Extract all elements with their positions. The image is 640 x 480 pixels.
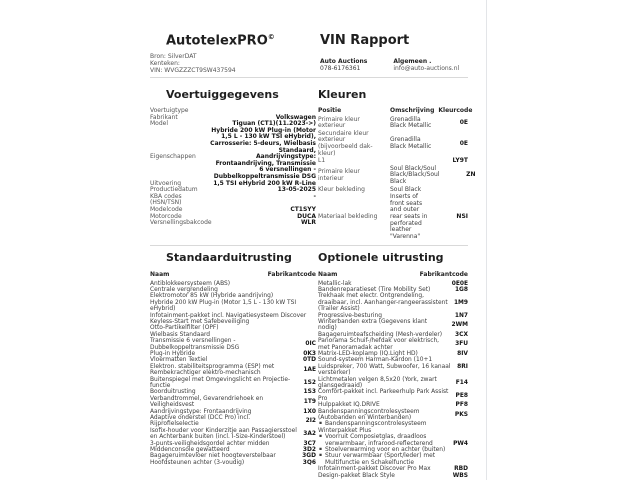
vehicle-row-value: Volkswagen: [275, 113, 316, 121]
equipment-row: [318, 377, 468, 390]
equipment-code: PF8: [455, 402, 468, 409]
equipment-row: [318, 421, 468, 466]
standard_equipment-items: [150, 281, 316, 467]
meta-license-plate: Kenteken:: [150, 60, 180, 67]
equipment-code: 0K3: [303, 350, 316, 357]
color-omschrijving: Inserts of front seats and outer rear seats in perforated leather "Varenna": [390, 193, 428, 240]
vehicle-row: [150, 121, 316, 154]
equipment-title: Middenconsole gewatteerd: [150, 447, 230, 454]
equipment-title: 3-punts-veiligheidsgordel achter midden: [150, 440, 270, 447]
equipment-code: 3GD: [302, 453, 316, 460]
equipment-code: 2I2: [305, 418, 316, 425]
standard-equipment-header: [150, 271, 316, 278]
color-positie: L1: [318, 157, 326, 165]
vehicle-row-value: CT1SYY: [290, 205, 316, 213]
equipment-name: [150, 428, 303, 441]
colors-header-positie: Positie: [318, 107, 342, 114]
color-positie: Primaire kleur exterieur: [318, 115, 360, 130]
section-standard-equipment: [150, 251, 316, 466]
equipment-code: 1M9: [453, 299, 468, 306]
color-positie: Secundaire kleur exterieur (bijvoorbeeld dak-kleur): [318, 129, 373, 157]
contact-general-label: Algemeen .: [393, 58, 432, 65]
contact-company: Auto Auctions: [320, 58, 368, 65]
equipment-row: [318, 357, 468, 376]
equipment-title: Winterbanden extra (Gegevens klant nodig): [318, 318, 428, 332]
color-positie: Kleur bekleding: [318, 185, 365, 193]
standard-equipment-title: Standaarduitrusting: [166, 251, 292, 264]
app-title-text: AutotelexPRO: [166, 33, 268, 49]
color-row: [318, 158, 468, 165]
equipment-name: [318, 473, 453, 479]
vehicle-section-title: Voertuiggegevens: [166, 88, 279, 101]
equipment-row: [318, 319, 468, 332]
colors-section-title: Kleuren: [318, 88, 367, 101]
colors-header-omschrijving: Omschrijving: [390, 107, 435, 114]
section-colors: [318, 88, 476, 241]
equipment-name: [318, 377, 456, 390]
equipment-title: Hybride 200 kW Plug-in (Motor 1,5 L - 130 kW TSI eHybrid): [150, 299, 297, 313]
vehicle-row-label: Eigenschappen: [150, 153, 196, 161]
report-title: VIN Rapport: [320, 33, 410, 48]
vehicle-row: [150, 194, 316, 207]
equipment-code: 3A2: [303, 431, 316, 438]
optional-header-fabrikantcode: Fabrikantcode: [419, 271, 468, 278]
equipment-row: [150, 364, 316, 377]
equipment-code: 3FU: [455, 341, 468, 348]
vehicle-row-value: Aandrijvingstype: Frontaandrijving, Transmissie 6 versnellingen - Dubbelkoppeltransmissie DSG: [213, 153, 316, 180]
color-row: [318, 194, 468, 240]
equipment-code: RBD: [454, 466, 468, 473]
equipment-code: 8IV: [457, 350, 468, 357]
equipment-code: PE8: [455, 392, 468, 399]
colors-rows: [318, 115, 476, 241]
equipment-row: [318, 293, 468, 312]
vehicle-row-label: Versnellingsbakcode: [150, 219, 212, 227]
color-kleurcode: LY9T: [452, 157, 468, 165]
equipment-name: [150, 396, 304, 409]
equipment-name: [318, 319, 452, 332]
equipment-bullet: ▪ Voorruit Composietglas, draadloos verwarmbaar, infrarood-reflecterend: [318, 434, 448, 447]
equipment-code: 3D2: [302, 447, 316, 454]
vehicle-row-label: KBA codes (HSN/TSN): [150, 192, 182, 207]
vehicle-row-value: 13-05-2025: [277, 186, 316, 194]
vehicle-row-value: WLR: [300, 219, 316, 227]
equipment-name: [150, 300, 316, 313]
section-vehicle-data: [150, 88, 316, 227]
equipment-title: Verbandtrommel, Gevarendriehoek en Veiligheidsvest: [150, 395, 264, 409]
color-row: [318, 187, 468, 194]
equipment-code: 1AE: [303, 366, 316, 373]
equipment-code: 0IC: [305, 341, 316, 348]
equipment-row: [150, 300, 316, 313]
equipment-code: 1S2: [303, 379, 316, 386]
equipment-title: Trekhaak met electr. Ontgrendeling, draaibaar, incl. Aanhanger-rangeerassistent (Trailer Assist): [318, 293, 448, 313]
vehicle-row-value: DUCA: [297, 212, 316, 220]
equipment-title: Winterpakket Plus: [318, 427, 372, 434]
equipment-title: Boorduitrusting: [150, 389, 196, 396]
vehicle-row-value: Tiguan (CT1)(11.2023->) Hybride 200 kW Plug-in (Motor 1,5 L - 130 kW TSI eHybrid), Carrosserie: 5-deurs, Wielbasis Standaard,: [210, 120, 316, 154]
equipment-bullet: ▪ Stuur verwarmbaar (Sport/leder) met Multifunctie en Schakelfunctie: [318, 453, 448, 466]
equipment-bullet: ▪ Bandenspanningscontrolesysteem: [318, 421, 448, 427]
contact-company-block: [320, 58, 367, 72]
equipment-name: [150, 338, 305, 351]
equipment-code: 1N7: [454, 312, 468, 319]
equipment-title: Hulppakket IQ.DRIVE: [318, 402, 380, 409]
equipment-code: 1S3: [303, 389, 316, 396]
equipment-name: [150, 364, 303, 377]
equipment-title: Plug-in Hybride: [150, 350, 196, 357]
equipment-code: PW4: [453, 440, 468, 447]
equipment-title: Adaptive onderstel (DCC Pro) incl. Rijprofielselectie: [150, 415, 251, 428]
equipment-bullet: ▪ Stoelverwarming voor en achter (buiten): [318, 447, 448, 453]
standard-header-fabrikantcode: Fabrikantcode: [267, 271, 316, 278]
app-title: [166, 33, 275, 48]
color-row: [318, 164, 476, 186]
equipment-title: Transmissie 6 versnellingen - Dubbelkoppeltransmissie DSG: [150, 338, 240, 351]
equipment-title: Isofix-houder voor Kinderzitje aan Passagiersstoel en Achterbank buiten (incl. I-Size-Kinderstoel): [150, 427, 297, 441]
equipment-row: [150, 415, 316, 428]
equipment-title: Wielbasis Standaard: [150, 331, 210, 338]
equipment-code: WBS: [452, 472, 468, 479]
contact-email-link[interactable]: info@auto-auctions.nl: [393, 65, 460, 73]
optional-equipment-header: [318, 271, 468, 278]
color-omschrijving: Soul Black: [390, 185, 422, 193]
equipment-code: 3C7: [303, 440, 316, 447]
equipment-row: [318, 389, 468, 402]
meta-source: Bron: SilverDAT: [150, 53, 197, 60]
optional-equipment-title: Optionele uitrusting: [318, 251, 444, 264]
equipment-title: Otto-Partikelfilter (OPF): [150, 325, 219, 332]
optional-header-naam: Naam: [318, 271, 338, 278]
equipment-title: Design-pakket Black Style: [318, 472, 395, 479]
equipment-name: [150, 460, 303, 466]
equipment-row: [150, 377, 316, 390]
equipment-title: Antiblokkeersysteem (ABS): [150, 280, 231, 287]
vehicle-row-label: Productiedatum: [150, 186, 198, 194]
vehicle-row-label: Modelcode: [150, 205, 183, 213]
equipment-title: Bagageruimtevloer niet hoogteverstelbaar: [150, 453, 276, 460]
equipment-code: 8RI: [457, 363, 468, 370]
equipment-code: 1X0: [303, 408, 316, 415]
equipment-row: [318, 338, 468, 351]
equipment-row: [150, 338, 316, 351]
equipment-code: 1T9: [303, 399, 316, 406]
equipment-title: Buitenspiegel met Omgevingslicht en Projectie-functie: [150, 376, 291, 389]
equipment-title: Elektromotor 85 kW (Hybride aandrijving): [150, 293, 274, 300]
equipment-name: [318, 409, 455, 422]
equipment-row: [150, 396, 316, 409]
equipment-title: Bandenreparatieset (Tire Mobility Set): [318, 286, 431, 293]
equipment-title: Aandrijvingstype: Frontaandrijving: [150, 408, 252, 415]
color-kleurcode: NSI: [456, 212, 468, 220]
page-edge-divider: [486, 0, 487, 480]
equipment-title: Centrale vergrendeling: [150, 286, 218, 293]
equipment-title: Vloermatten Textiel: [150, 357, 208, 364]
vehicle-row-label: Fabrikant: [150, 113, 178, 121]
vehicle-row: [150, 154, 316, 180]
color-omschrijving: Grenadilla Black Metallic: [390, 136, 432, 150]
vehicle-rows: [150, 108, 316, 227]
vehicle-row-label: Voertuigtype: [150, 107, 189, 114]
meta-vin: VIN: WVGZZZCT9SW437594: [150, 67, 236, 74]
colors-header-kleurcode: Kleurcode: [438, 107, 473, 114]
equipment-code: 0E0E: [451, 280, 468, 287]
equipment-title: Panorama Schuif-/hefdak voor elektrisch, met Panoramadak achter: [318, 338, 440, 351]
equipment-name: [150, 415, 306, 428]
equipment-title: Bandenspanningscontrolesysteem (Autobanden en Winterbanden): [318, 408, 420, 422]
colors-table-header: [318, 107, 473, 115]
color-row: [318, 117, 468, 130]
equipment-code: 3Q6: [302, 459, 316, 466]
equipment-name: [318, 389, 456, 402]
equipment-row: [150, 428, 316, 441]
equipment-row: [318, 473, 468, 479]
equipment-title: Progressive-besturing: [318, 312, 383, 319]
vehicle-row-label: Uitvoering: [150, 179, 182, 187]
equipment-row: [318, 409, 468, 422]
equipment-title: Matrix-LED-koplamp (IQ.Light HD): [318, 350, 418, 357]
color-omschrijving: Grenadilla Black Metallic: [390, 115, 432, 130]
equipment-code: 0TD: [302, 357, 316, 364]
vehicle-row-value: -: [313, 192, 316, 200]
equipment-title: Metallic-lak: [318, 280, 352, 287]
equipment-code: 3CX: [455, 331, 468, 338]
equipment-row: [150, 460, 316, 466]
vehicle-row-label: Model: [150, 120, 169, 128]
equipment-title: Sound-systeem Harman-Kardon (10+1 Luidspreker, 700 Watt, Subwoofer, 16 kanaal versterker): [318, 357, 451, 377]
report-meta: [150, 53, 236, 74]
color-row: [318, 131, 468, 157]
equipment-name: [318, 338, 455, 351]
contact-phone: 078-6176361: [320, 65, 361, 73]
contact-block: [320, 58, 459, 72]
equipment-code: 2WM: [451, 322, 468, 329]
equipment-title: Keyless-Start met Safebeveiliging: [150, 318, 250, 325]
header-divider: [150, 77, 468, 78]
vehicle-row-label: Motorcode: [150, 212, 182, 220]
equipment-code: PKS: [454, 411, 468, 418]
equipment-name: [318, 293, 454, 312]
color-kleurcode: ZN: [466, 171, 476, 179]
section-divider: [150, 245, 468, 246]
equipment-title: Infotainment-pakket Discover Pro Max: [318, 466, 431, 473]
equipment-code: 1G8: [454, 286, 468, 293]
equipment-name: [318, 357, 457, 376]
standard-header-naam: Naam: [150, 271, 170, 278]
equipment-title: Comfort-pakket incl. Parkeerhulp Park Assist Pro: [318, 389, 449, 402]
color-kleurcode: 0E: [459, 139, 468, 147]
equipment-title: Infotainment-pakket incl. Navigatiesysteem Discover: [150, 312, 307, 319]
section-optional-equipment: [318, 251, 468, 479]
equipment-code: F14: [455, 379, 468, 386]
color-kleurcode: 0E: [459, 118, 468, 126]
vehicle-row-value: 1,5 TSI eHybrid 200 kW R-Line: [213, 179, 316, 187]
optional_equipment-items: [318, 281, 468, 480]
equipment-title: Bagageruimteafscheiding (Mesh-verdeler): [318, 331, 443, 338]
equipment-title: Elektron. stabiliteitsprogramma (ESP) met Rembekrachtiger elektro-mechanisch: [150, 363, 275, 377]
equipment-name: [318, 421, 453, 466]
color-positie: Materiaal bekleding: [318, 212, 378, 220]
vehicle-row: [150, 220, 316, 227]
copyright-mark: ©: [267, 33, 275, 41]
contact-general-block: [393, 58, 459, 72]
equipment-title: Lichtmetalen velgen 8,5x20 (York, zwart glansgedraaid): [318, 376, 437, 389]
color-omschrijving: Soul Black/Soul Black/Black/Soul Black: [390, 164, 440, 185]
equipment-name: [150, 377, 304, 390]
equipment-title: Hoofdsteunen achter (3-voudig): [150, 459, 245, 466]
color-positie: Primaire kleur interieur: [318, 168, 360, 182]
